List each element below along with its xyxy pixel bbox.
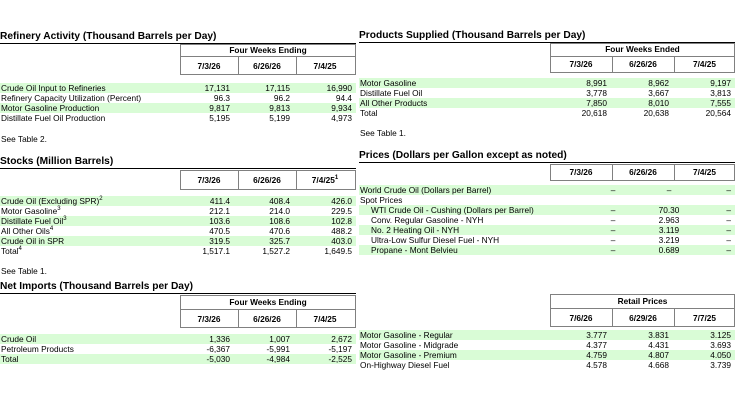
table-row: Total -5,030 -4,984 -2,525 (0, 354, 356, 364)
table-row: Total$^4$ 1,517.1 1,527.2 1,649.5 (1, 246, 352, 256)
imports-col-2: 6/26/26 (253, 314, 281, 324)
prices-title: Prices (Dollars per Gallon except as noted) (359, 149, 735, 163)
table-row: Crude Oil in SPR 319.5 325.7 403.0 (0, 236, 356, 246)
table-row: Propane - Mont Belvieu – 0.689 – (359, 245, 735, 255)
table-row: Petroleum Products -6,367 -5,991 -5,197 (1, 344, 352, 354)
supplied-col-2: 6/26/26 (629, 59, 657, 69)
prices-col-3: 7/4/25 (692, 167, 717, 177)
imports-section (0, 280, 356, 294)
imports-group-header: Four Weeks Ending (229, 297, 307, 307)
table-row: Spot Prices (360, 195, 403, 205)
refinery-col-3: 7/4/25 (313, 61, 337, 71)
table-row: All Other Products 7,850 8,010 7,555 (359, 98, 735, 108)
retail-col-3: 7/7/25 (692, 313, 717, 323)
table-row: Crude Oil 1,336 1,007 2,672 (0, 334, 356, 344)
table-row: Distillate Fuel Oil Production 5,195 5,199 4,973 (1, 113, 352, 123)
stocks-note: See Table 1. (1, 266, 47, 276)
stocks-section (0, 155, 356, 169)
imports-table (0, 334, 356, 364)
supplied-col-1: 7/3/26 (569, 59, 593, 69)
refinery-table (0, 83, 356, 123)
table-row: Motor Gasoline - Regular 3.777 3.831 3.125 (359, 330, 735, 340)
supplied-title: Products Supplied (Thousand Barrels per Day) (359, 29, 735, 43)
refinery-col-2: 6/26/26 (253, 61, 281, 71)
imports-col-3: 7/4/25 (313, 314, 337, 324)
table-row: Conv. Regular Gasoline - NYH – 2.963 – (371, 215, 731, 225)
retail-col-2: 6/29/26 (629, 313, 657, 323)
supplied-group-header: Four Weeks Ended (605, 44, 680, 54)
table-row: Motor Gasoline Production 9,817 9,813 9,934 (0, 103, 356, 113)
retail-group-header: Retail Prices (617, 296, 668, 306)
imports-title: Net Imports (Thousand Barrels per Day) (0, 280, 356, 294)
stocks-col-3: $7/4/25^1$ (311, 175, 339, 185)
table-row: Motor Gasoline$^3$ 212.1 214.0 229.5 (1, 206, 352, 216)
table-row: Refinery Capacity Utilization (Percent) 96.3 96.2 94.4 (1, 93, 352, 103)
table-row: Ultra-Low Sulfur Diesel Fuel - NYH – 3.219 – (371, 235, 731, 245)
table-row: Motor Gasoline - Premium 4.759 4.807 4.050 (359, 350, 735, 360)
retail-col-1: 7/6/26 (569, 313, 593, 323)
table-row: Motor Gasoline 8,991 8,962 9,197 (359, 78, 735, 88)
retail-table (359, 330, 735, 370)
table-row: Distillate Fuel Oil 3,778 3,667 3,813 (360, 88, 731, 98)
supplied-section (359, 29, 735, 43)
supplied-note: See Table 1. (360, 128, 406, 138)
supplied-col-3: 7/4/25 (692, 59, 717, 69)
stocks-col-1: 7/3/26 (197, 175, 221, 185)
stocks-table (0, 196, 356, 256)
table-row: On-Highway Diesel Fuel 4.578 4.668 3.739 (360, 360, 731, 370)
table-row: Motor Gasoline - Midgrade 4.377 4.431 3.693 (360, 340, 731, 350)
refinery-group-header: Four Weeks Ending (229, 45, 307, 55)
imports-col-1: 7/3/26 (197, 314, 221, 324)
stocks-col-2: 6/26/26 (253, 175, 281, 185)
table-row: Distillate Fuel Oil$^3$ 103.6 108.6 102.8 (0, 216, 356, 226)
table-row: Crude Oil Input to Refineries 17,131 17,115 16,990 (0, 83, 356, 93)
table-row: All Other Oils$^4$ 470.5 470.6 488.2 (1, 226, 352, 236)
prices-section (359, 149, 735, 163)
prices-col-2: 6/26/26 (629, 167, 657, 177)
prices-col-1: 7/3/26 (569, 167, 593, 177)
refinery-note: See Table 2. (1, 134, 47, 144)
refinery-col-1: 7/3/26 (197, 61, 221, 71)
stocks-title: Stocks (Million Barrels) (0, 155, 356, 169)
supplied-table (359, 78, 735, 118)
prices-table (359, 185, 735, 255)
table-row: No. 2 Heating Oil - NYH – 3.119 – (359, 225, 735, 235)
table-row: WTI Crude Oil - Cushing (Dollars per Barrel) – 70.30 – (359, 205, 735, 215)
refinery-section (0, 30, 356, 44)
table-row: Total 20,618 20,638 20,564 (360, 108, 731, 118)
table-row: World Crude Oil (Dollars per Barrel) – – – (359, 185, 735, 195)
refinery-title: Refinery Activity (Thousand Barrels per Day) (0, 30, 356, 44)
table-row: Crude Oil (Excluding SPR)$^2$ 411.4 408.4 426.0 (0, 196, 356, 206)
